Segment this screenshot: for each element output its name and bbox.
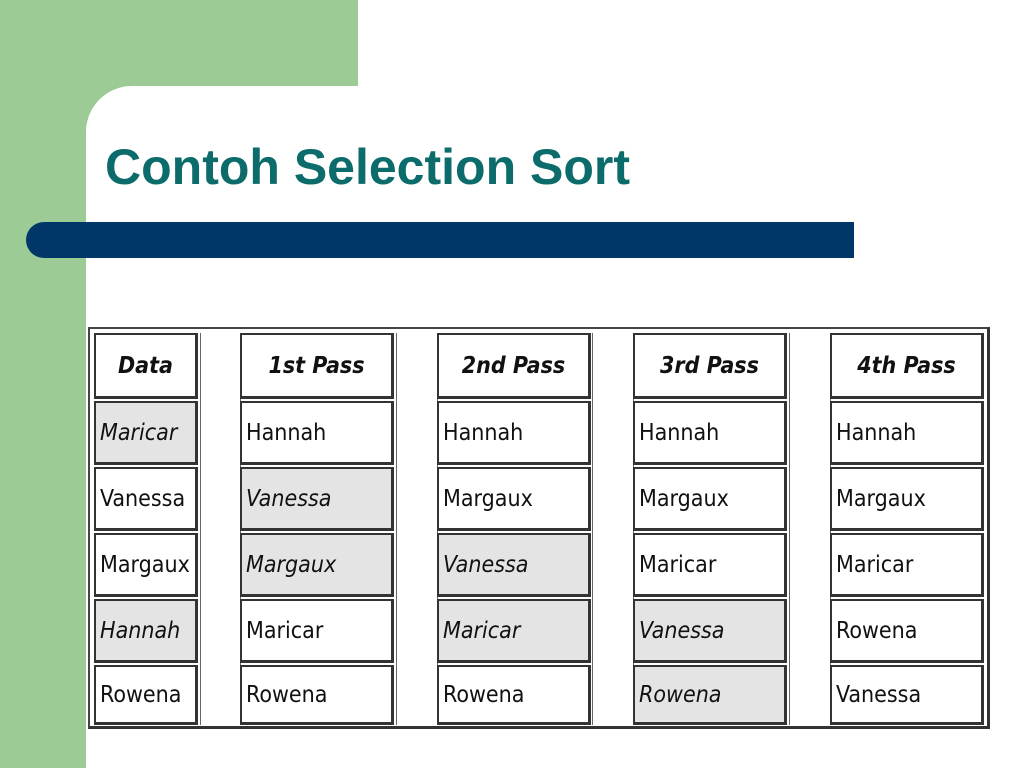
table-cell: Vanessa bbox=[633, 599, 787, 663]
table-cell: Margaux bbox=[633, 467, 787, 531]
table-cell: Hannah bbox=[437, 401, 591, 465]
table-cell: Maricar bbox=[94, 401, 198, 465]
column-header: 4th Pass bbox=[830, 333, 984, 399]
column-header: 2nd Pass bbox=[437, 333, 591, 399]
column-separator bbox=[200, 333, 201, 725]
table-cell: Hannah bbox=[240, 401, 394, 465]
column-header: 3rd Pass bbox=[633, 333, 787, 399]
column-header: 1st Pass bbox=[240, 333, 394, 399]
table-cell: Hannah bbox=[94, 599, 198, 663]
table-cell: Margaux bbox=[437, 467, 591, 531]
table-cell: Maricar bbox=[240, 599, 394, 663]
title-underline-bar bbox=[26, 222, 854, 258]
table-cell: Maricar bbox=[830, 533, 984, 597]
column-separator bbox=[396, 333, 397, 725]
table-cell: Rowena bbox=[94, 665, 198, 725]
table-cell: Vanessa bbox=[830, 665, 984, 725]
table-cell: Rowena bbox=[633, 665, 787, 725]
table-cell: Maricar bbox=[437, 599, 591, 663]
table-cell: Margaux bbox=[94, 533, 198, 597]
table-cell: Margaux bbox=[240, 533, 394, 597]
table-cell: Rowena bbox=[830, 599, 984, 663]
column-separator bbox=[592, 333, 593, 725]
table-cell: Hannah bbox=[633, 401, 787, 465]
table-cell: Vanessa bbox=[240, 467, 394, 531]
column-separator bbox=[789, 333, 790, 725]
column-header: Data bbox=[94, 333, 198, 399]
table-cell: Hannah bbox=[830, 401, 984, 465]
table-cell: Rowena bbox=[437, 665, 591, 725]
table-cell: Vanessa bbox=[437, 533, 591, 597]
table-cell: Vanessa bbox=[94, 467, 198, 531]
table-cell: Margaux bbox=[830, 467, 984, 531]
slide-title: Contoh Selection Sort bbox=[105, 139, 630, 195]
table-cell: Rowena bbox=[240, 665, 394, 725]
table-cell: Maricar bbox=[633, 533, 787, 597]
selection-sort-table bbox=[88, 327, 990, 729]
